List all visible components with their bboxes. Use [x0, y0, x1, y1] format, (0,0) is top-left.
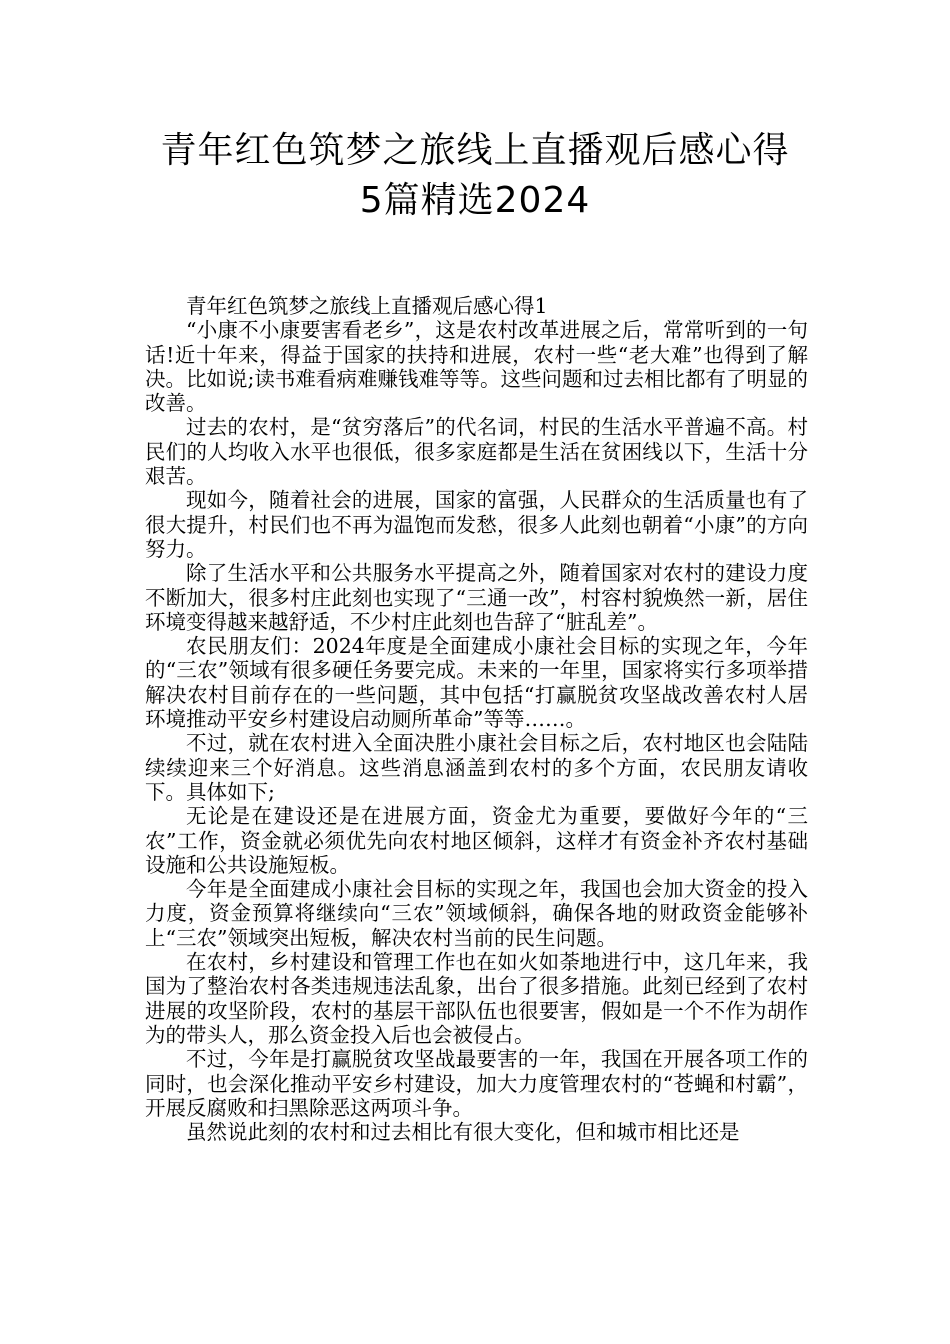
- paragraph: 虽然说此刻的农村和过去相比有很大变化，但和城市相比还是: [186, 1120, 740, 1145]
- title-line-1: 青年红色筑梦之旅线上直播观后感心得: [160, 130, 790, 171]
- document-body: [145, 294, 808, 1144]
- paragraph: 无论是在建设还是在进展方面，资金尤为重要，要做好今年的“三农”工作，资金就必须优先向农村地区倾斜，这样才有资金补齐农村基础设施和公共设施短板。: [145, 804, 808, 877]
- paragraph: 现如今，随着社会的进展，国家的富强，人民群众的生活质量也有了很大提升，村民们也不再为温饱而发愁，很多人此刻也朝着“小康”的方向努力。: [145, 488, 808, 561]
- paragraph: 过去的农村，是“贫穷落后”的代名词，村民的生活水平普遍不高。村民们的人均收入水平也很低，很多家庭都是生活在贫困线以下，生活十分艰苦。: [145, 415, 808, 489]
- paragraph: 除了生活水平和公共服务水平提高之外，随着国家对农村的建设力度不断加大，很多村庄此刻也实现了“三通一改”，村容村貌焕然一新，居住环境变得越来越舒适，不少村庄此刻也告辞了“脏乱差”。: [145, 561, 808, 634]
- paragraph: 在农村，乡村建设和管理工作也在如火如荼地进行中，这几年来，我国为了整治农村各类违规违法乱象，出台了很多措施。此刻已经到了农村进展的攻坚阶段，农村的基层干部队伍也很要害，假如是一个不作为胡作为的带头人，那么资金投入后也会被侵占。: [145, 950, 808, 1047]
- title-line-2: 5篇精选2024: [359, 180, 591, 221]
- paragraph: 不过，就在农村进入全面决胜小康社会目标之后，农村地区也会陆陆续续迎来三个好消息。这些消息涵盖到农村的多个方面，农民朋友请收下。具体如下;: [145, 731, 808, 804]
- paragraph: “小康不小康要害看老乡”，这是农村改革进展之后，常常听到的一句话!近十年来，得益于国家的扶持和进展，农村一些“老大难”也得到了解决。比如说;读书难看病难赚钱难等等。这些问题和过去相比都有了明显的改善。: [145, 318, 808, 416]
- section-heading: 青年红色筑梦之旅线上直播观后感心得1: [186, 294, 548, 318]
- paragraph: 农民朋友们：2024年度是全面建成小康社会目标的实现之年，今年的“三农”领域有很多硬任务要完成。未来的一年里，国家将实行多项举措解决农村目前存在的一些问题，其中包括“打赢脱贫攻坚战改善农村人居环境推动平安乡村建设启动厕所革命”等等……。: [145, 634, 808, 732]
- document-title: [100, 126, 850, 226]
- paragraph: 不过，今年是打赢脱贫攻坚战最要害的一年，我国在开展各项工作的同时，也会深化推动平安乡村建设，加大力度管理农村的“苍蝇和村霸”，开展反腐败和扫黑除恶这两项斗争。: [145, 1047, 808, 1120]
- paragraph: 今年是全面建成小康社会目标的实现之年，我国也会加大资金的投入力度，资金预算将继续向“三农”领域倾斜，确保各地的财政资金能够补上“三农”领域突出短板，解决农村当前的民生问题。: [145, 877, 808, 950]
